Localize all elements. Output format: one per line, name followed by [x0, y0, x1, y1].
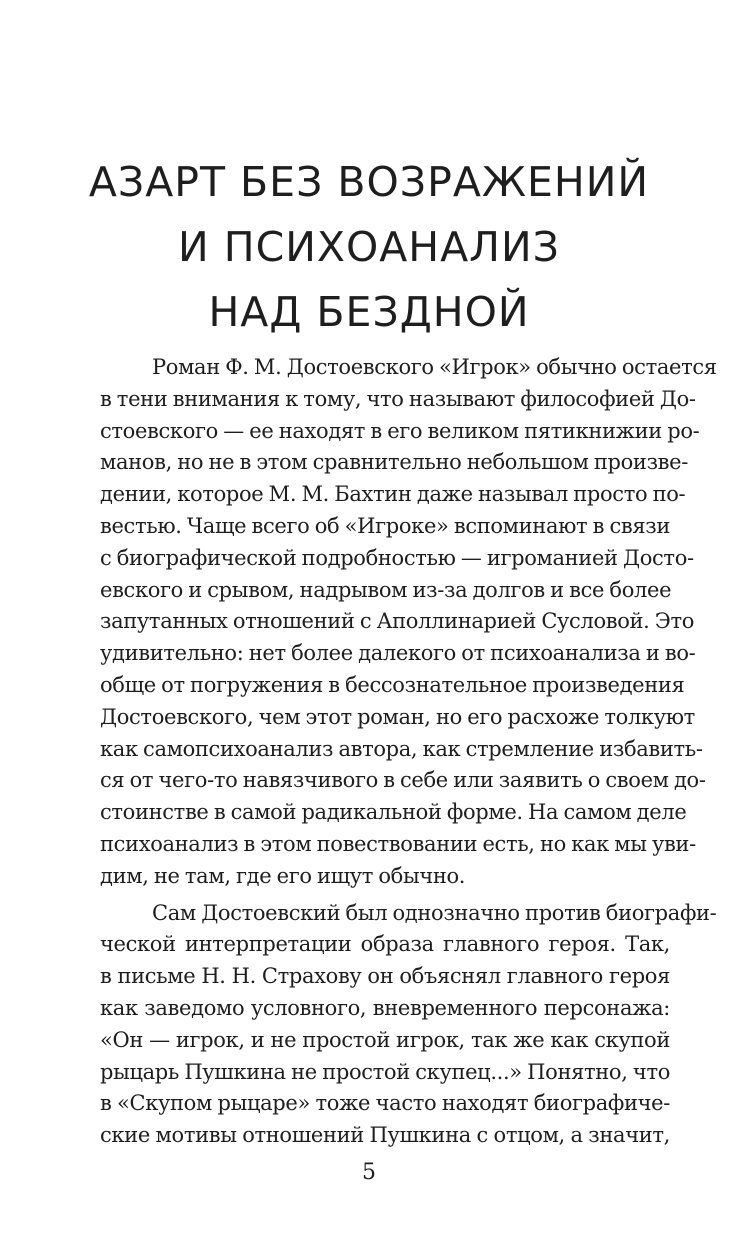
body-text — [100, 352, 717, 1152]
text-line: «Он — игрок, и не простой игрок, так же как скупой — [100, 1027, 670, 1052]
text-line: удивительно: нет более далекого от психоанализа и во- — [100, 641, 696, 666]
text-line: ские мотивы отношений Пушкина с отцом, а значит, — [100, 1123, 670, 1148]
text-line: манов, но не в этом сравнительно небольшом произве- — [100, 450, 688, 475]
text-line: ческой интерпретации образа главного героя. Так, — [100, 932, 670, 957]
text-line: дении, которое М. М. Бахтин даже называл просто по- — [100, 482, 686, 507]
text-line: ся от чего-то навязчивого в себе или заявить о своем до- — [100, 768, 706, 793]
text-line: стоевского — ее находят в его великом пятикнижии ро- — [100, 418, 700, 443]
title-line: НАД БЕЗДНОЙ — [208, 288, 530, 336]
text-line: как заведомо условного, вневременного персонажа: — [100, 995, 670, 1020]
title-line: И ПСИХОАНАЛИЗ — [178, 223, 560, 271]
paragraph-1 — [100, 352, 717, 893]
text-line: психоанализ в этом повествовании есть, но как мы уви- — [100, 831, 696, 856]
text-line: евского и срывом, надрывом из-за долгов и все более — [100, 577, 672, 602]
text-line: как самопсихоанализ автора, как стремление избавить- — [100, 736, 703, 761]
text-line: в тени внимания к тому, что называют философией До- — [100, 386, 696, 411]
text-line: вестью. Чаще всего об «Игроке» вспоминают в связи — [100, 513, 670, 538]
chapter-title — [60, 150, 678, 345]
text-line: запутанных отношений с Аполлинарией Сусловой. Это — [100, 609, 695, 634]
text-line: стоинстве в самой радикальной форме. На самом деле — [100, 800, 687, 825]
text-line: Сам Достоевский был однозначно против биографи- — [152, 900, 717, 925]
text-line: в «Скупом рыцаре» тоже часто находят биографиче- — [100, 1091, 670, 1116]
text-line: с биографической подробностью — игроманией Досто- — [100, 545, 694, 570]
page-number: 5 — [362, 1160, 376, 1185]
text-line: рыцарь Пушкина не простой скупец...» Понятно, что — [100, 1059, 670, 1084]
text-line: Роман Ф. М. Достоевского «Игрок» обычно остается — [152, 355, 717, 379]
title-line: АЗАРТ БЕЗ ВОЗРАЖЕНИЙ — [88, 158, 650, 206]
text-line: дим, не там, где его ищут обычно. — [100, 863, 466, 888]
text-line: обще от погружения в бессознательное произведения — [100, 672, 685, 697]
text-line: Достоевского, чем этот роман, но его расхоже толкуют — [100, 704, 695, 729]
text-line: в письме Н. Н. Страхову он объяснял главного героя — [100, 964, 670, 989]
paragraph-2 — [100, 898, 717, 1152]
